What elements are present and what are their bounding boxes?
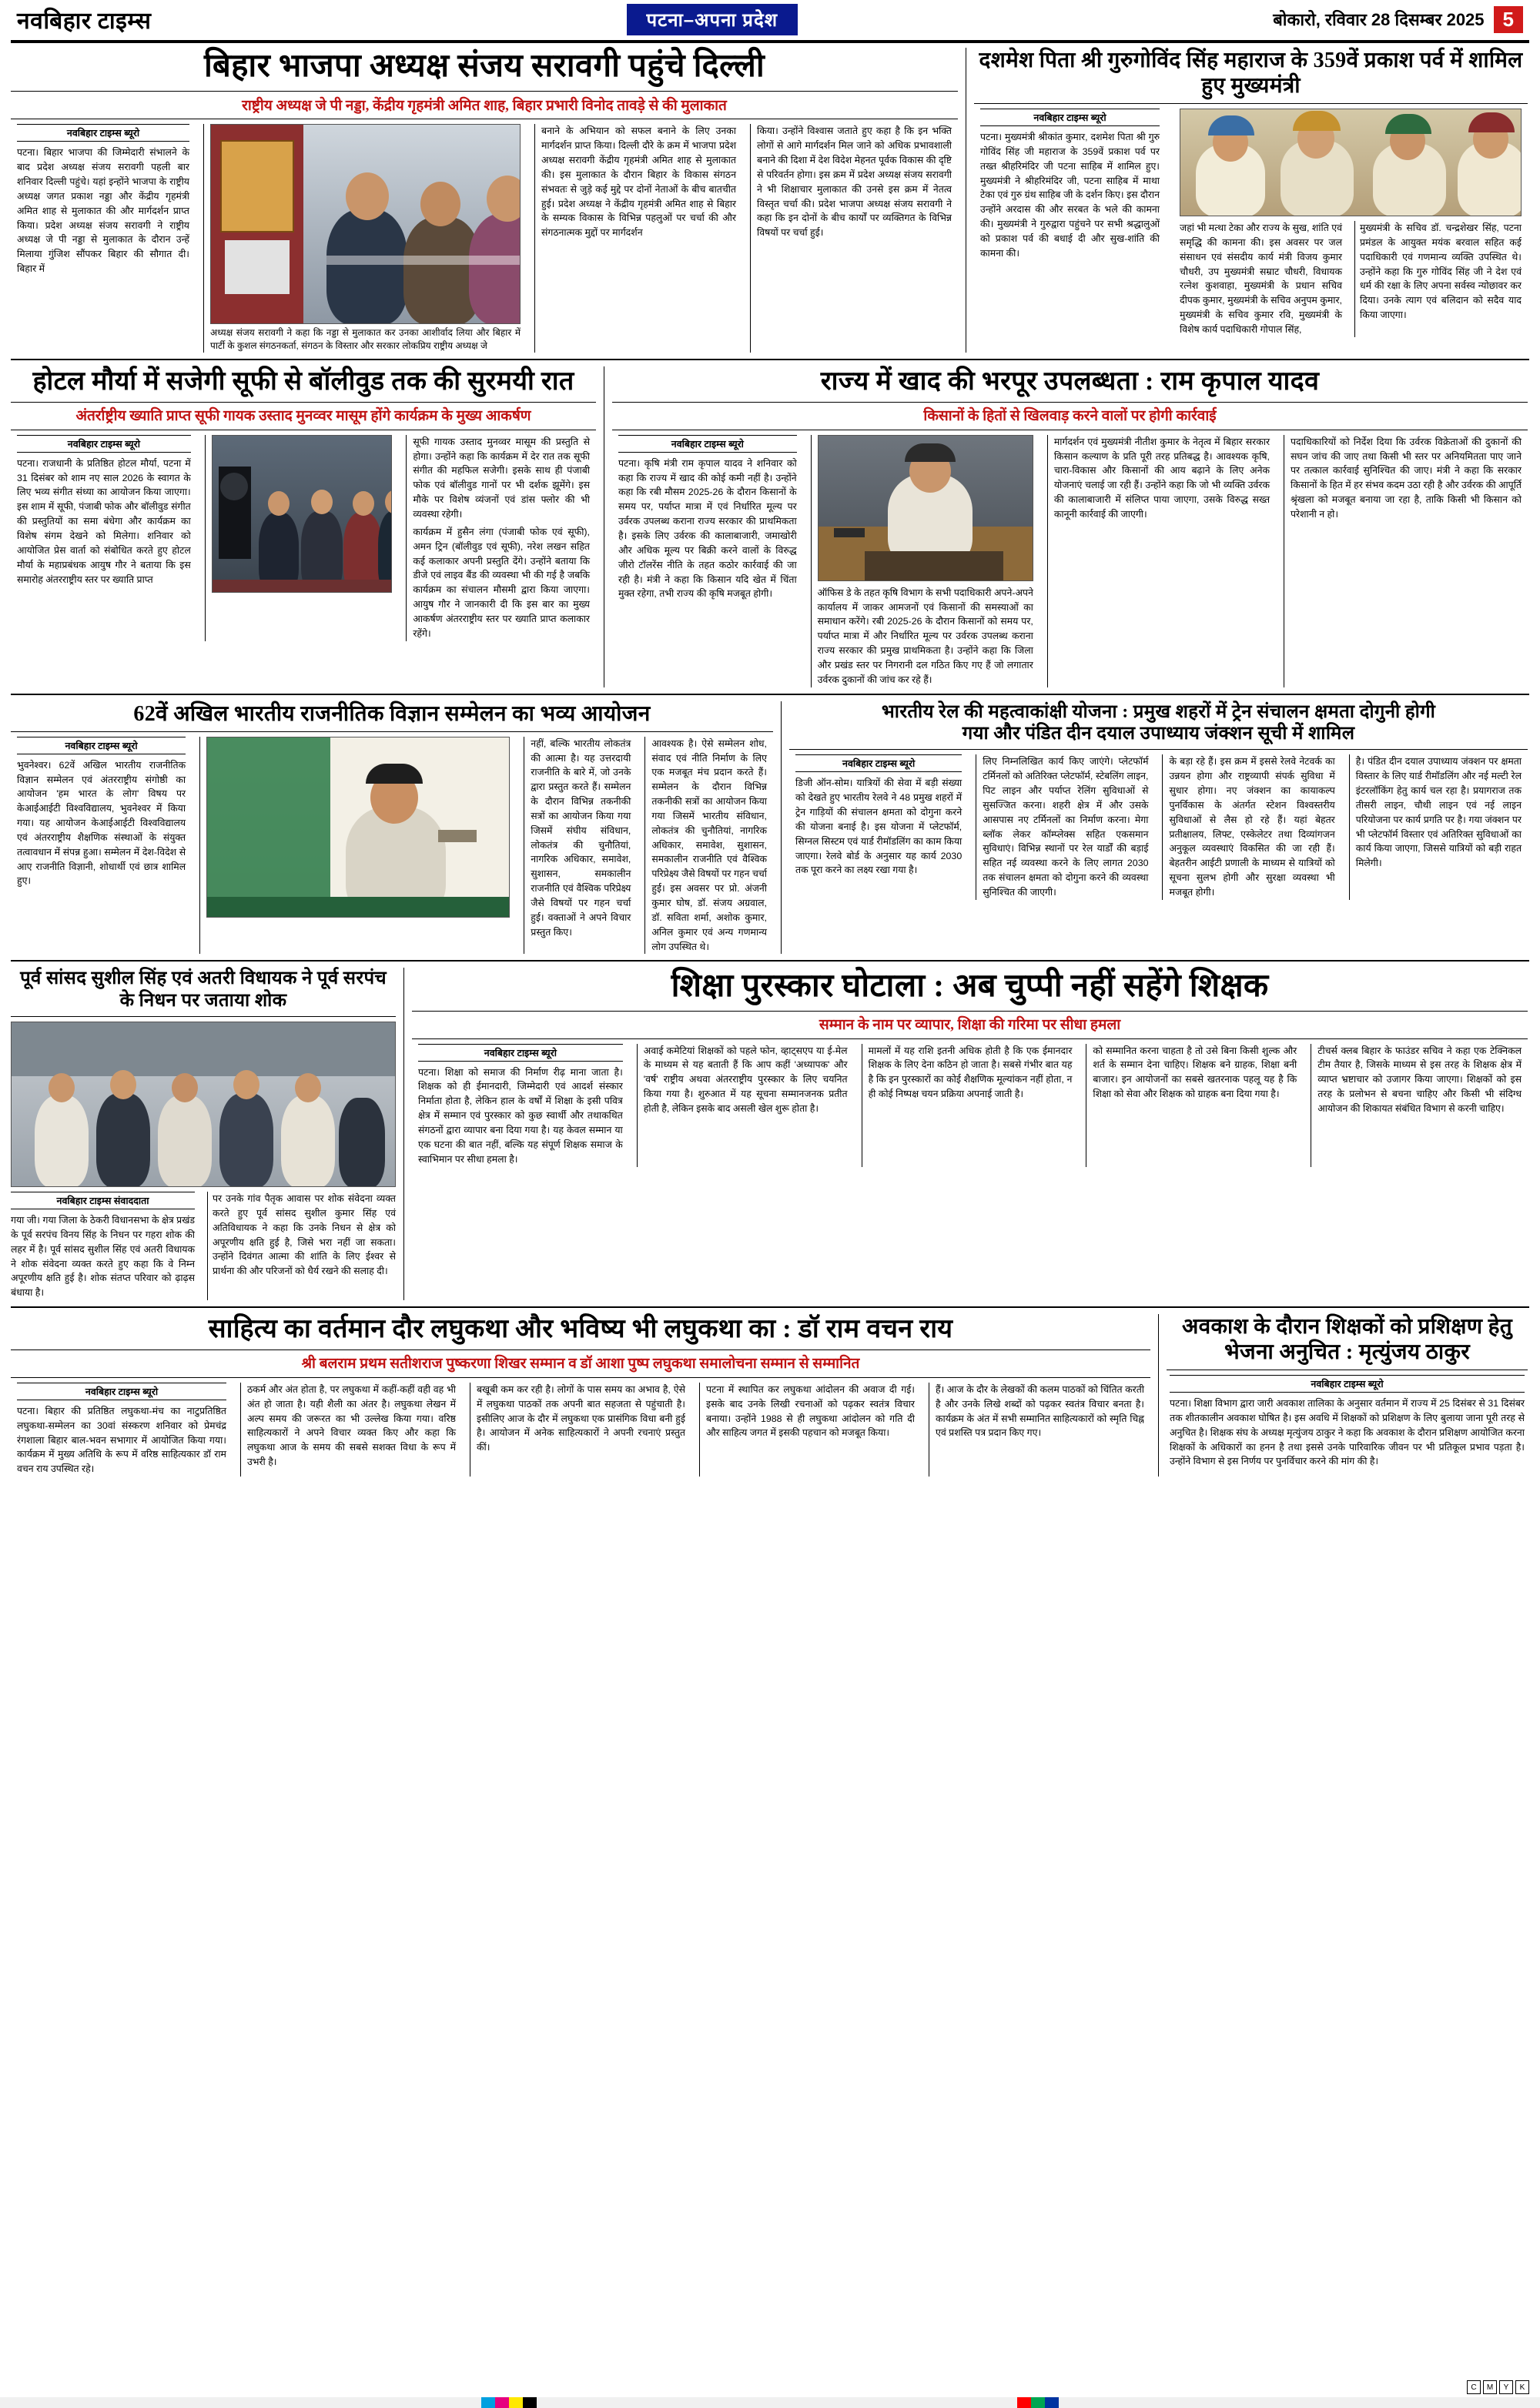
masthead [11, 0, 1529, 43]
a4-col3: मार्गदर्शन एवं मुख्यमंत्री नीतीश कुमार के नेतृत्व में बिहार सरकार किसान कल्याण के प्रति पूरी तरह प्रतिबद्ध है। आवश्यक कृषि, चारा-विकास और किसानों की आय बढ़ाने के लिए अनेक योजनाएं चलाई जा रही हैं। उन्होंने कहा कि जो भी व्यक्ति उर्वरक की कालाबाजारी में संलिप्त पाया जाएगा, उसके विरुद्ध सख्त कानूनी कार्रवाई की जाएगी। [1053, 436, 1270, 520]
masthead-title: नवबिहार टाइम्स [17, 8, 152, 34]
a7-col1: गया जी। गया जिला के ठेकरी विधानसभा के क्षेत्र प्रखंड के पूर्व सरपंच विनय सिंह के निधन पर गहरा शोक की लहर में है। पूर्व सांसद सुशील सिंह एवं अतरी विधायक ने शोक संवेदना व्यक्त करते हुए कहा कि वे निम्न अपूरणीय क्षति हुई है। शोक संतप्त परिवार को ढ़ाढ़स बंधाया है। [11, 1214, 195, 1299]
a5-col2: नहीं, बल्कि भारतीय लोकतंत्र की आत्मा है। यह उत्तरदायी राजनीति के बारे में, जो उनके द्वारा प्रस्तुत करते हैं। सम्मेलन के दौरान विभिन्न तकनीकी सत्रों का आयोजन किया गया जिसमें संघीय संविधान, लोकतंत्र की चुनौतियां, नागरिक अधिकार, समावेश, सुशासन, समकालीन राजनीति एवं वैश्विक परिप्रेक्ष्य जैसे विषयों पर गहन चर्चा हुई। वक्ताओं ने अपने विचार प्रस्तुत किए। [531, 737, 631, 938]
article-indian-railway-plan [781, 701, 1528, 955]
a4-subhead: किसानों के हितों से खिलवाड़ करने वालों पर होगी कार्रवाई [923, 408, 1217, 424]
article-condolence-sarpanch [11, 968, 396, 1300]
a3-col1: पटना। राजधानी के प्रतिष्ठित होटल मौर्या, पटना में 31 दिसंबर को शाम नए साल 2026 के स्वागत के लिए भव्य संगीत संध्या का आयोजन किया जाएगा। इस शाम में सूफी, पंजाबी फोक और बॉलीवुड संगीत की प्रस्तुतियों का समा बंधेगा और कार्यक्रम का विशेष संगम देखने को मिलेगा। शनिवार को आयोजित प्रेस वार्ता को संबोधित करते हुए होटल मौर्या के महाप्रबंधक आयुष गौर ने बताया कि इस समारोह अंतरराष्ट्रीय स्तर पर ख्याति प्राप्त [17, 457, 191, 585]
a10-byline: नवबिहार टाइम्स ब्यूरो [1170, 1375, 1525, 1393]
a6-col2: लिए निम्नलिखित कार्य किए जाएंगे। प्लेटफॉर्म टर्मिनलों को अतिरिक्त प्लेटफॉर्म, स्टेबलिंग लाइन, पिट लाइन और पर्याप्त रेलिंग सुविधाओं से सुसज्जित करना। शहरी क्षेत्र में और उसके आसपास नए टर्मिनलों का निर्माण करना। मेगा ब्लॉक लेकर कॉम्प्लेक्स सहित एकसमान सुविधाएं। विभिन्न स्थानों पर रेल यार्डों की बड़ाई सहित नई व्यवस्था करने के लिए लागत 2030 तक संचालन क्षमता को दोगुना करने की व्यवस्था सुनिश्चित की जाएगी। [983, 756, 1149, 898]
cmyk-c: C [1467, 2380, 1481, 2394]
article-laghukatha-sammelan [11, 1314, 1150, 1477]
a1-photo-caption: अध्यक्ष संजय सरावगी ने कहा कि नड्डा से मुलाकात कर उनका आशीर्वाद लिया और बिहार में पार्टी के कुशल संगठनकर्ता, संगठन के विस्तार और सरकार लोकप्रिय राष्ट्रीय अध्यक्ष जे [210, 327, 521, 352]
a9-col5: हैं। आज के दौर के लेखकों की कलम पाठकों को चिंतित करती है और उनके लिखे शब्दों को पढ़कर स्वतंत्र विचार बनता है। कार्यक्रम के अंत में सभी सम्मानित साहित्यकारों को स्मृति चिह्न एवं प्रशस्ति पत्र प्रदान किए गए। [935, 1383, 1144, 1439]
article-political-science-conference [11, 701, 773, 955]
a6-col4: है। पंडित दीन दयाल उपाध्याय जंक्शन पर क्षमता विस्तार के लिए यार्ड रीमॉडलिंग और नई मल्टी रेल इंटरलॉकिंग हेतु कार्य चल रहा है। प्रयागराज तक तीसरी लाइन, चौथी लाइन एवं नई लाइन परियोजना पर कार्य प्रगति पर है। गया जंक्शन पर भी प्लेटफॉर्म विस्तार एवं अतिरिक्त सुविधाओं का कार्य किया जाएगा, जिससे यात्रियों को बड़ी राहत मिलेगी। [1355, 756, 1522, 869]
a9-col2: ठकर्म और अंत होता है, पर लघुकथा में कहीं-कहीं वही वह भी अंत हो जाता है। यही शैली का अंतर है। लघुकथा लेखन में अल्प समय की जरूरत का भी उल्लेख किया गया। वरिष्ठ साहित्यकारों ने अपने विचार व्यक्त किए और कहा कि लघुकथा आज के समय की सबसे सशक्त विधा के रूप में उभरी है। [246, 1383, 456, 1468]
a3-col2: सूफी गायक उस्ताद मुनव्वर मासूम की प्रस्तुति से होगा। उन्होंने कहा कि कार्यक्रम में देर रात तक सूफी संगीत की महफिल सजेगी। इसके साथ ही पंजाबी फोक एवं बॉलीवुड गानों पर भी दर्शक झूमेंगे। इस मौके पर विशेष व्यंजनों एवं डांस फ्लोर की भी व्यवस्था रहेगी। [413, 436, 590, 520]
article-fertilizer-availability [604, 366, 1528, 687]
a10-col1: पटना। शिक्षा विभाग द्वारा जारी अवकाश तालिका के अनुसार वर्तमान में राज्य में 25 दिसंबर से 31 दिसंबर तक शीतकालीन अवकाश घोषित है। इस अवधि में शिक्षकों को प्रशिक्षण के लिए बुलाया जाना पूरी तरह से अनुचित है। शिक्षक संघ के अध्यक्ष मृत्युंजय ठाकुर ने कहा कि अवकाश के दौरान प्रशिक्षण आयोजित करना शिक्षकों के अधिकारों का हनन है तथा इससे उनके पारिवारिक जीवन पर भी प्रतिकूल प्रभाव पड़ता है। उन्होंने विभाग से इस निर्णय पर पुनर्विचार करने की मांग की है। [1170, 1398, 1525, 1467]
a7-col2: पर उनके गांव पैतृक आवास पर शोक संवेदना व्यक्त करते हुए पूर्व सांसद सुशील कुमार सिंह एवं अतिविधायक ने कहा कि उनके निधन से क्षेत्र को अपूरणीय क्षति हुई है, जिसे भरा नहीं जा सकता। उन्होंने दिवंगत आत्मा की शांति के लिए ईश्वर से प्रार्थना की और परिजनों को धैर्य रखने की सलाह दी। [213, 1192, 396, 1277]
a3-photo [212, 435, 393, 593]
a5-col1: भुवनेश्वर। 62वें अखिल भारतीय राजनीतिक विज्ञान सम्मेलन एवं अंतरराष्ट्रीय संगोष्ठी का आयोजन 'हम भारत के लोग' विषय पर केआईआईटी विश्वविद्यालय, भुवनेश्वर में किया गया। यह आयोजन केआईआईटी विश्वविद्यालय एवं अंतरराष्ट्रीय शैक्षणिक संस्थाओं के संयुक्त तत्वावधान में संपन्न हुआ। सम्मेलन में देश-विदेश से आए राजनीति विज्ञानी, शोधार्थी एवं छात्र शामिल हुए। [17, 759, 186, 887]
a6-col3: के बड़ा रहे हैं। इस क्रम में इससे रेलवे नेटवर्क का उन्नयन होगा और राष्ट्रव्यापी संपर्क सुविधा में सुधार होगा। नए जंक्शन का कायाकल्प पुनर्विकास के अंतर्गत स्टेशन विश्वस्तरीय सुविधाओं से लैस हो रहे हैं। यहां बेहतर प्रतीक्षालय, लिफ्ट, एस्केलेटर तथा दिव्यांगजन अनुकूल व्यवस्थाएं विकसित की जा रही हैं। बेहतरीन आईटी प्रणाली के माध्यम से यात्रियों को सूचना सुलभ होगी और सुरक्षा व्यवस्था भी मजबूत होगी। [1169, 756, 1335, 898]
a2-col3: मुख्यमंत्री के सचिव डॉ. चन्द्रशेखर सिंह, पटना प्रमंडल के आयुक्त मयंक बरवाल सहित कई पदाधिकारी एवं गणमान्य व्यक्ति उपस्थित थे। उन्होंने कहा कि गुरु गोविंद सिंह जी ने देश एवं धर्म की रक्षा के लिए अपना सर्वस्व न्योछावर कर दिया। उनके त्याग एवं बलिदान को सदैव याद किया जाएगा। [1359, 222, 1522, 321]
a9-col3: बखूबी कम कर रही है। लोगों के पास समय का अभाव है, ऐसे में लघुकथा पाठकों तक अपनी बात सहजता से पहुंचाती है। इसीलिए आज के दौर में लघुकथा एक प्रासंगिक विधा बनी हुई है। आयोजन में अनेक साहित्यकारों ने अपनी रचनाएं प्रस्तुत कीं। [476, 1383, 685, 1453]
cmyk-k: K [1515, 2380, 1529, 2394]
a5-headline: 62वें अखिल भारतीय राजनीतिक विज्ञान सम्मेलन का भव्य आयोजन [133, 701, 651, 726]
a3-byline: नवबिहार टाइम्स ब्यूरो [17, 435, 191, 453]
a1-subhead: राष्ट्रीय अध्यक्ष जे पी नड्डा, केंद्रीय गृहमंत्री अमित शाह, बिहार प्रभारी विनोद तावड़े से की मुलाकात [242, 97, 727, 114]
a6-headline: भारतीय रेल की महत्वाकांक्षी योजना : प्रमुख शहरों में ट्रेन संचालन क्षमता दोगुनी होगी [881, 701, 1436, 722]
a6-col1: डिजी ऑन-सोम। यात्रियों की सेवा में बड़ी संख्या को देखते हुए भारतीय रेलवे ने 48 प्रमुख शहरों में ट्रेन गाड़ियों की संचालन क्षमता को दोगुना करने की योजना बनाई है। इस योजना में प्लेटफॉर्म, सिग्नल सिस्टम एवं यार्ड रीमॉडलिंग का काम किया जाएगा। रेलवे बोर्ड के अनुसार यह कार्य 2030 तक पूरा करने का लक्ष्य रखा गया है। [795, 778, 962, 876]
a9-col1: पटना। बिहार की प्रतिष्ठित लघुकथा-मंच का नाटुप्रतिष्ठित लघुकथा-सम्मेलन का 30वां संस्करण शनिवार को प्रेमचंद्र रंगशाला बिहार बाल-भवन सभागार में आयोजित किया गया। कार्यक्रम में मुख्य अतिथि के रूप में वरिष्ठ साहित्यकार डॉ राम वचन राय उपस्थित रहे। [17, 1405, 226, 1475]
a8-col1: पटना। शिक्षा को समाज की निर्माण रीढ़ माना जाता है। शिक्षक को ही ईमानदारी, जिम्मेदारी एवं आदर्श संस्कार निर्माता होता है, लेकिन हाल के वर्षों में शिक्षा के इसी पवित्र क्षेत्र में सम्मान एवं पुरस्कार को कुछ स्वार्थी और तथाकथित संगठनों द्वारा व्यापार बना दिया गया है। यह केवल सम्मान या एक घटना की बात नहीं, बल्कि यह संपूर्ण शिक्षक समाज के स्वाभिमान पर सीधा हमला है। [418, 1066, 623, 1165]
print-registration-colorbar [0, 2397, 1540, 2408]
a3-subhead: अंतर्राष्ट्रीय ख्याति प्राप्त सूफी गायक उस्ताद मुनव्वर मासूम होंगे कार्यक्रम के मुख्य आकर्षण [75, 408, 531, 424]
a7-headline: पूर्व सांसद सुशील सिंह एवं अतरी विधायक ने पूर्व सरपंच के निधन पर जताया शोक [20, 968, 387, 1011]
masthead-date: बोकारो, रविवार 28 दिसम्बर 2025 [1273, 10, 1485, 29]
a5-photo [206, 737, 510, 918]
article-cm-prakash-parv [966, 48, 1528, 353]
a8-col4: को सम्मानित करना चाहता है तो उसे बिना किसी शुल्क और शर्त के सम्मान देना चाहिए। शिक्षक बने ग्राहक, शिक्षा बनी बाजार। इन आयोजनों का सबसे खतरनाक पहलू यह है कि शिक्षा को सेवा और शिक्षक को ग्राहक बना दिया गया है। [1093, 1045, 1297, 1100]
article-teacher-training-holiday [1158, 1314, 1528, 1477]
a8-col5: टीचर्स क्लब बिहार के फाउंडर सचिव ने कहा एक टेक्निकल टीम तैयार है, जिसके माध्यम से इस तरह के शिक्षक क्षेत्र में व्याप्त भ्रष्टाचार को उजागर किया जाएगा। शिक्षकों को इस तरह के प्रलोभन से बचना चाहिए और किसी भी संदिग्ध आयोजन की शिकायत संबंधित विभाग से करनी चाहिए। [1317, 1045, 1522, 1115]
a9-byline: नवबिहार टाइम्स ब्यूरो [17, 1383, 226, 1400]
a2-col2: जहां भी मत्था टेका और राज्य के सुख, शांति एवं समृद्धि की कामना की। इस अवसर पर जल संसाधन एवं संसदीय कार्य मंत्री विजय कुमार चौधरी, उप मुख्यमंत्री सम्राट चौधरी, विधायक रत्नेश कुशवाहा, मुख्यमंत्री के प्रधान सचिव दीपक कुमार, मुख्यमंत्री के सचिव अनुपम कुमार, मुख्यमंत्री के सचिव कुमार रवि, मुख्यमंत्री के विशेष कार्य पदाधिकारी गोपाल सिंह, [1180, 222, 1342, 335]
a2-headline: दशमेश पिता श्री गुरुगोविंद सिंह महाराज के 359वें प्रकाश पर्व में शामिल हुए मुख्यमंत्री [979, 48, 1523, 99]
article-bjp-president [11, 48, 958, 353]
a4-headline: राज्य में खाद की भरपूर उपलब्धता : राम कृपाल यादव [820, 366, 1320, 396]
a5-byline: नवबिहार टाइम्स ब्यूरो [17, 737, 186, 754]
a8-col2: अवाई कमेटियां शिक्षकों को पहले फोन, व्हाट्सएप या ई-मेल के माध्यम से यह बताती हैं कि आप कहीं 'अध्यापक' और 'वर्ष' राष्ट्रीय अथवा अंतरराष्ट्रीय पुरस्कार के लिए चयनित किया गया है। शुरुआत में यह सूचना सम्मानजनक प्रतीत होती है, लेकिन इसके बाद असली खेल शुरू होता है। [643, 1045, 848, 1115]
a2-col1: पटना। मुख्यमंत्री श्रीकांत कुमार, दशमेश पिता श्री गुरु गोविंद सिंह जी महाराज के 359वें प्रकाश पर्व पर तख्त श्रीहरिमंदिर जी पटना साहिब में शामिल हुए। मुख्यमंत्री ने श्रीहरिमंदिर जी, पटना साहिब में माथा टेका एवं गुरु ग्रंथ साहिब जी के दर्शन किए। इस दौरान उन्होंने अरदास की और सरबत के भले की कामना की। मुख्यमंत्री ने गुरुद्वारा पहुंचने पर सभी श्रद्धालुओं को प्रकाश पर्व की बधाई दी और सुख-शांति की कामना की। [980, 132, 1160, 259]
cmyk-m: M [1483, 2380, 1497, 2394]
a1-byline: नवबिहार टाइम्स ब्यूरो [17, 124, 189, 142]
page-number-badge: 5 [1494, 6, 1523, 33]
a6-byline: नवबिहार टाइम्स ब्यूरो [795, 754, 962, 772]
a9-subhead: श्री बलराम प्रथम सतीशराज पुष्करणा शिखर सम्मान व डॉ आशा पुष्प लघुकथा समालोचना सम्मान से सम्मानित [301, 1356, 860, 1373]
a8-col3: मामलों में यह राशि इतनी अधिक होती है कि एक ईमानदार शिक्षक के लिए देना कठिन हो जाता है। सबसे गंभीर बात यह है कि इन पुरस्कारों का कोई शैक्षणिक मूल्यांकन नहीं होता, न ही कोई निष्पक्ष चयन प्रक्रिया अपनाई जाती है। [868, 1045, 1073, 1100]
a8-headline: शिक्षा पुरस्कार घोटाला : अब चुप्पी नहीं सहेंगे शिक्षक [671, 968, 1269, 1005]
a7-photo [11, 1022, 396, 1187]
a2-byline: नवबिहार टाइम्स ब्यूरो [980, 109, 1160, 126]
a5-col3: आवश्यक है। ऐसे सम्मेलन शोध, संवाद एवं नीति निर्माण के लिए एक मजबूत मंच प्रदान करते हैं। सम्मेलन के दौरान विभिन्न तकनीकी सत्रों का आयोजन किया गया जिसमें भारतीय संविधान, लोकतंत्र की चुनौतियां, नागरिक अधिकार, समावेश, सुशासन, समकालीन राजनीति एवं वैश्विक परिप्रेक्ष्य जैसे विषयों पर गहन चर्चा हुई। इस अवसर पर प्रो. अंजनी कुमार घोष, डॉ. संजय अग्रवाल, डॉ. सविता शर्मा, अशोक कुमार, अनिल कुमार एवं अन्य गणमान्य लोग उपस्थित थे। [651, 737, 767, 952]
a4-col1: पटना। कृषि मंत्री राम कृपाल यादव ने शनिवार को कहा कि राज्य में खाद की कोई कमी नहीं है। उन्होंने कहा कि रबी मौसम 2025-26 के दौरान किसानों के समय पर, पर्याप्त मात्रा में एवं निर्धारित मूल्य पर उर्वरक उपलब्ध कराना राज्य सरकार की प्राथमिकता है। इसके लिए उर्वरक की कालाबाजारी, जमाखोरी और अधिक मूल्य पर बिक्री करने वालों के विरुद्ध जीरो टॉलरेंस नीति के तहत कठोर कार्रवाई की जा रही है। मंत्री ने कहा कि किसान यदि खेत में चिंता मुक्त रहेगा, तभी राज्य की कृषि मजबूत होगी। [618, 457, 797, 600]
a1-col3: किया। उन्होंने विश्वास जताते हुए कहा है कि इन भक्ति लोगों से आगे मार्गदर्शन मिल जाने को अधिक प्रभावशाली बनाने की दिशा में देश विदेश मेहनत पूर्वक विकास की दृष्टि से परिवर्तन होगा। इस क्रम में प्रदेश अध्यक्ष संजय सरावगी ने भी शिक्षाचार मुलाकात की उनसे इस क्रम में नेतत्व विस्तृत चर्चा की। प्रदेश भाजपा अध्यक्ष संजय सरावगी ने कहा कि इन दोनों के बीच कार्यों पर व्यक्तिगत के विभिन्न विषयों पर चर्चा हुई। [757, 125, 952, 239]
a4-byline: नवबिहार टाइम्स ब्यूरो [618, 435, 797, 453]
a8-byline: नवबिहार टाइम्स ब्यूरो [418, 1044, 623, 1062]
cmyk-marks [1467, 2380, 1529, 2394]
article-education-award-scam [403, 968, 1528, 1300]
cmyk-y: Y [1499, 2380, 1513, 2394]
a2-photo [1180, 109, 1522, 216]
a4-col2: ऑफिस डे के तहत कृषि विभाग के सभी पदाधिकारी अपने-अपने कार्यालय में जाकर आमजनों एवं किसानों की समस्याओं का समाधान करेंगे। रबी 2025-26 के दौरान किसानों को समय पर, पर्याप्त मात्रा में और निर्धारित मूल्य पर उर्वरक उपलब्ध कराना राज्य सरकार की प्रमुख प्राथमिकता है। उन्होंने कहा कि जिला और प्रखंड स्तर पर निगरानी दल गठित किए गए हैं जो लगातार उर्वरक दुकानों की जांच कर रहे हैं। [817, 587, 1033, 685]
a7-byline: नवबिहार टाइम्स संवाददाता [11, 1192, 195, 1209]
a3-headline: होटल मौर्या में सजेगी सूफी से बॉलीवुड तक की सुरमयी रात [32, 366, 574, 396]
a1-photo [210, 124, 521, 324]
a3-col3: कार्यक्रम में हुसैन लंगा (पंजाबी फोक एवं सूफी), अमन ट्रिन (बॉलीवुड एवं सूफी), नरेश लखन सहित कई कलाकार अपनी प्रस्तुति देंगे। उन्होंने बताया कि डीजे एवं लाइव बैंड की व्यवस्था भी की गई है जबकि कार्यक्रम का संचालन मौसमी द्वारा किया जाएगा। आयुष गौर ने जानकारी दी कि इस बार का मुख्य आकर्षण अंतरराष्ट्रीय स्तर पर ख्याति प्राप्त कलाकार रहेंगे। [413, 526, 590, 639]
a10-headline: अवकाश के दौरान शिक्षकों को प्रशिक्षण हेतु भेजना अनुचित : मृत्युंजय ठाकुर [1181, 1315, 1513, 1365]
a9-headline: साहित्य का वर्तमान दौर लघुकथा और भविष्य भी लघुकथा का : डॉ राम वचन राय [208, 1315, 953, 1344]
a1-col2: बनाने के अभियान को सफल बनाने के लिए उनका मार्गदर्शन प्राप्त किया। दिल्ली दौरे के क्रम में भाजपा प्रदेश अध्यक्ष सरावगी केंद्रीय गृहमंत्री अमित शाह से मुलाकात की। इस मुलाकात के दौरान बिहार के विकास संगठन संभवतः से जुड़े कई मुद्दे पर दोनों नेताओं के बीच बातचीत हुई। प्रदेश अध्यक्ष ने केंद्रीय गृहमंत्री अमित शाह से बिहार के सम्यक विकास के विभिन्न पहलुओं पर चर्चा की और संगठनात्मक मुद्दों पर मार्गदर्शन [541, 125, 736, 239]
a1-col1: पटना। बिहार भाजपा की जिम्मेदारी संभालने के बाद प्रदेश अध्यक्ष संजय सरावगी पहली बार शनिवार दिल्ली पहुंचे। यहां इन्होंने भाजपा के राष्ट्रीय अध्यक्ष जगत प्रकाश नड्डा और केंद्रीय गृहमंत्री अमित शाह से मुलाकात की और मार्गदर्शन प्राप्त किया। प्रदेश अध्यक्ष संजय सरावगी ने राष्ट्रीय अध्यक्ष जे पी नड्डा से मुलाकात के दौरान उन्हें मिलाया गुंजिश सौंपकर बिहार की सौगात दी। बिहार में [17, 147, 189, 275]
a4-col4: पदाधिकारियों को निर्देश दिया कि उर्वरक विक्रेताओं की दुकानों की सघन जांच की जाए तथा किसी भी स्तर पर अनियमितता पाए जाने पर तत्काल कार्रवाई सुनिश्चित की जाए। मंत्री ने कहा कि सरकार किसानों के हित में हर संभव कदम उठा रही है और उर्वरक की आपूर्ति श्रृंखला को मजबूत बनाया जा रहा है, ताकि किसी भी किसान को परेशानी न हो। [1291, 436, 1522, 520]
a8-subhead: सम्मान के नाम पर व्यापार, शिक्षा की गरिमा पर सीधा हमला [819, 1016, 1121, 1033]
article-hotel-maurya-sufi-night [11, 366, 596, 687]
masthead-section: पटना–अपना प्रदेश [627, 4, 798, 35]
a4-photo [818, 435, 1033, 581]
a6-subhead: गया और पंडित दीन दयाल उपाध्याय जंक्शन सूची में शामिल [962, 723, 1355, 744]
a1-headline: बिहार भाजपा अध्यक्ष संजय सरावगी पहुंचे दिल्ली [203, 48, 765, 84]
a9-col4: पटना में स्थापित कर लघुकथा आंदोलन की अवाज दी गई। इसके बाद उनके लिखी रचनाओं को पढ़कर स्वतंत्र विचार बनाया। उन्होंने 1988 से ही लघुकथा आंदोलन को गति दी और साहित्य जगत में इसकी पहचान को मजबूत किया। [705, 1383, 915, 1439]
